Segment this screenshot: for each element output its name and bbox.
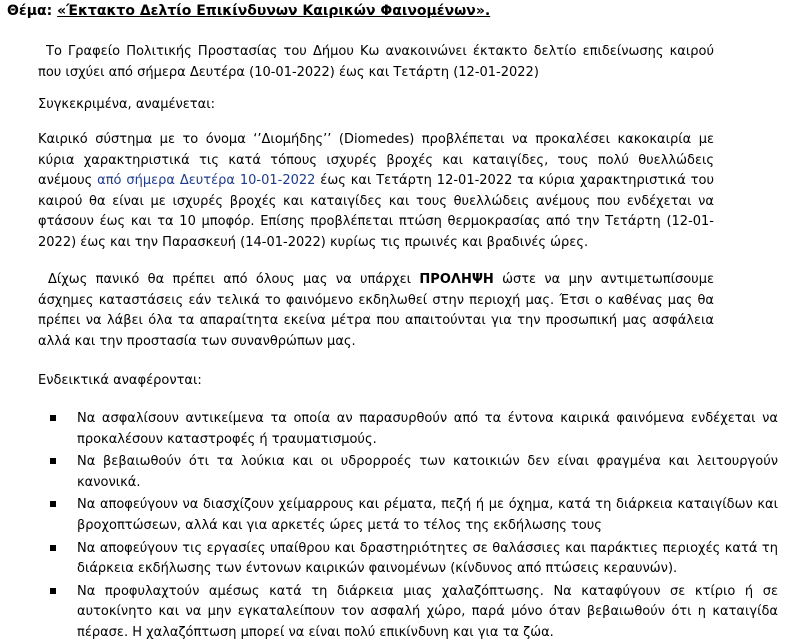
forecast-text-end: έως και Τετάρτη 12-01-2022 τα κύρια χαρακτηριστικά του καιρού θα είναι με ισχυρές βροχές και καταιγίδες και τους θυελλώδεις ανέμους που ενδέχεται να φτάσουν έως και τα 10 μποφόρ. Επίσης προβλέπεται πτώση θερμοκρασίας από την Τετάρτη (12-01-2022) έως και την Παρασκευή (14-01-2022) κυρίως τις πρωινές και βραδινές ώρες. <box>38 173 714 250</box>
forecast-paragraph <box>38 130 714 254</box>
bullet-square-icon <box>50 545 56 551</box>
prevention-text-start: Δίχως πανικό θα πρέπει από όλους μας να υπάρχει <box>48 272 420 287</box>
bullet-square-icon <box>50 415 56 421</box>
intro-paragraph: Το Γραφείο Πολιτικής Προστασίας του Δήμου Κω ανακοινώνει έκτακτο δελτίο επιδείνωσης καιρού που ισχύει από σήμερα Δευτέρα (10-01-2022) έως και Τετάρτη (12-01-2022) <box>38 44 714 80</box>
bullet-square-icon <box>50 458 56 464</box>
bullet-square-icon <box>50 588 56 594</box>
list-item-text: Να αποφεύγουν τις εργασίες υπαίθρου και δραστηριότητες σε θαλάσσιες και παράκτιες περιοχές κατά τη διάρκεια εκδήλωσης των έντονων καιρικών φαινομένων (κίνδυνος από πτώσεις κεραυνών). <box>77 540 778 577</box>
list-item <box>50 539 778 580</box>
prevention-text-end: ώστε να μην αντιμετωπίσουμε άσχημες καταστάσεις εάν τελικά το φαινόμενο εκδηλωθεί στην περιοχή μας. Έτσι ο καθένας μας θα πρέπει να λάβει όλα τα απαραίτητα εκείνα μέτρα που απαιτούνται για την προσωπική μας ασφάλεια αλλά και την προστασία των συνανθρώπων μας. <box>38 272 714 349</box>
measures-list <box>50 409 778 644</box>
list-item <box>50 452 778 493</box>
specifically-heading: Συγκεκριμένα, αναμένεται: <box>38 97 215 112</box>
list-item-text: Να ασφαλίσουν αντικείμενα τα οποία αν παρασυρθούν από τα έντονα καιρικά φαινόμενα ενδέχεται να προκαλέσουν καταστροφές ή τραυματισμούς. <box>77 411 778 447</box>
list-item-text: Να βεβαιωθούν ότι τα λούκια και οι υδρορροές των κατοικιών δεν είναι φραγμένα και λειτουργούν κανονικά. <box>77 454 778 490</box>
prevention-paragraph <box>38 270 714 352</box>
indicative-heading: Ενδεικτικά αναφέρονται: <box>38 373 202 388</box>
subject-title: «Έκτακτο Δελτίο Επικίνδυνων Καιρικών Φαινομένων». <box>57 3 491 19</box>
subject-label: Θέμα: <box>7 3 53 19</box>
list-item <box>50 409 778 450</box>
list-item-text: Να προφυλαχτούν αμέσως κατά τη διάρκεια μιας χαλαζόπτωσης. Να καταφύγουν σε κτίριο ή σε αυτοκίνητο και να μην εγκαταλείπουν τον ασφαλή χώρο, παρά μόνο όταν βεβαιωθούν ότι η καταιγίδα πέρασε. Η χαλαζόπτωση μπορεί να είναι πολύ επικίνδυνη και για τα ζώα. <box>77 583 778 640</box>
list-item <box>50 582 778 644</box>
forecast-date-highlight: από σήμερα Δευτέρα 10-01-2022 <box>97 173 316 189</box>
prevention-emphasis: ΠΡΟΛΗΨΗ <box>419 272 494 287</box>
forecast-text-start: Καιρικό σύστημα με το όνομα ‘’Διομήδης’’ (Diomedes) προβλέπεται να προκαλέσει κακοκαιρία με κύρια χαρακτηριστικά τις κατά τόπους ισχυρές βροχές και καταιγίδες, τους πολύ θυελλώδεις ανέμους <box>38 132 714 189</box>
subject-line <box>7 3 490 19</box>
list-item-text: Να αποφεύγουν να διασχίζουν χείμαρρους και ρέματα, πεζή ή με όχημα, κατά τη διάρκεια καταιγίδων και βροχοπτώσεων, αλλά και για αρκετές ώρες μετά το τέλος της εκδήλωσης τους <box>77 497 778 533</box>
bullet-square-icon <box>50 501 56 507</box>
list-item <box>50 495 778 536</box>
